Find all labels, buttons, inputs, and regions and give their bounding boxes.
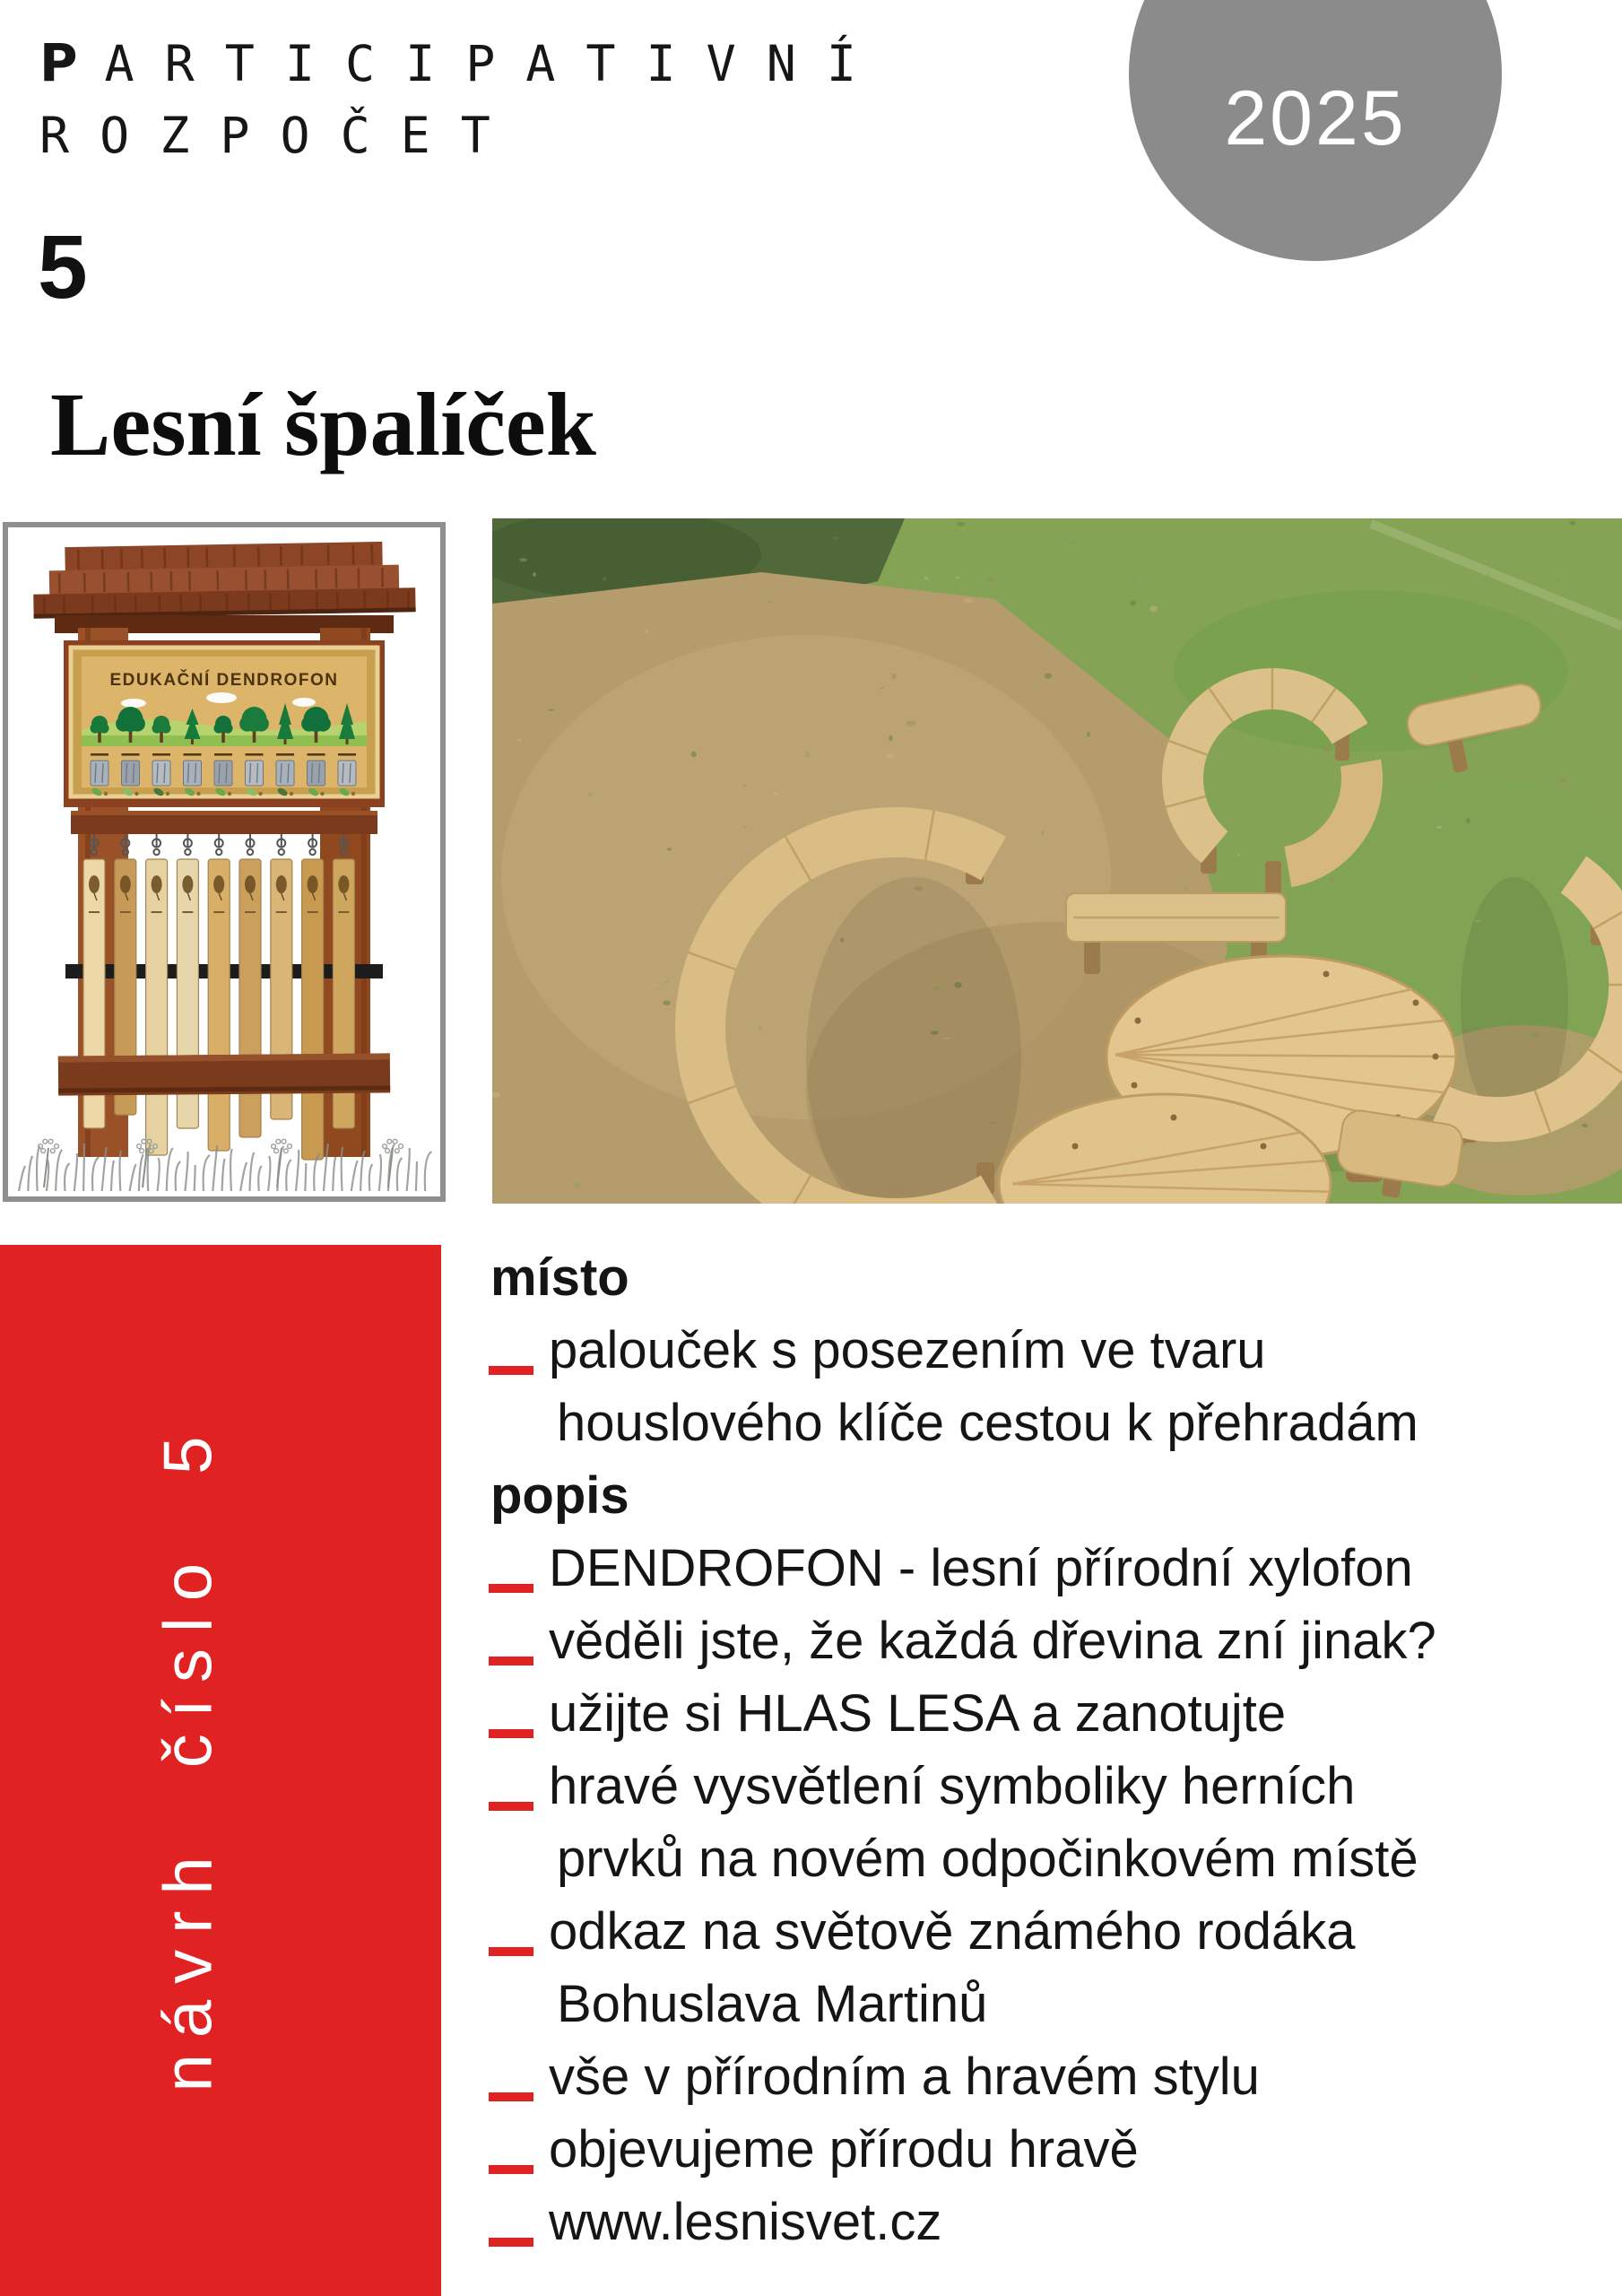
bullet-line — [489, 1677, 1609, 1750]
sign-rail — [71, 811, 377, 834]
panel-bark-samples — [91, 761, 356, 786]
panel-tree-labels — [91, 753, 356, 756]
continuation-line — [489, 1968, 1609, 2040]
website-link[interactable]: www.lesnisvet.cz — [549, 2193, 942, 2251]
line-text: DENDROFON - lesní přírodní xylofon — [549, 1539, 1413, 1597]
line-text: houslového klíče cestou k přehradám — [557, 1394, 1418, 1452]
year-text: 2025 — [1224, 75, 1407, 161]
line-text: místo — [490, 1248, 629, 1307]
sign-illustration-figure — [3, 522, 446, 1202]
line-text: hravé vysvětlení symboliky herních — [549, 1757, 1356, 1815]
bullet-dash-icon — [489, 2165, 533, 2174]
line-text: užijte si HLAS LESA a zanotujte — [549, 1684, 1287, 1743]
bullet-dash-icon — [489, 1584, 533, 1593]
meadow-benches-photo — [492, 518, 1622, 1204]
brand-line-1 — [39, 27, 887, 100]
bullet-dash-icon — [489, 1366, 533, 1375]
brand-line1-rest: ARTICIPATIVNÍ — [104, 35, 887, 92]
line-text: objevujeme přírodu hravě — [549, 2120, 1139, 2179]
proposal-vertical-label: návrh číslo 5 — [150, 1420, 227, 2092]
page-title: Lesní špalíček — [50, 374, 596, 474]
line-text: vše v přírodním a hravém stylu — [549, 2048, 1260, 2106]
section-heading — [489, 1241, 1609, 1314]
bullet-dash-icon — [489, 2092, 533, 2101]
bullet-line — [489, 1605, 1609, 1677]
brand-initial: P — [39, 32, 105, 93]
bullet-dash-icon — [489, 2238, 533, 2247]
sign-crossbar — [58, 1053, 390, 1095]
line-text: popis — [490, 1466, 629, 1525]
brand-line-2: ROZPOČET — [39, 107, 521, 164]
hanging-wooden-slats — [83, 834, 354, 1160]
bullet-line — [489, 1532, 1609, 1605]
content-list — [489, 1241, 1609, 2258]
bullet-line — [489, 1314, 1609, 1387]
sign-panel-title: EDUKAČNÍ DENDROFON — [109, 671, 339, 690]
bullet-line — [489, 2113, 1609, 2186]
proposal-number: 5 — [38, 217, 88, 317]
bullet-dash-icon — [489, 1947, 533, 1956]
line-text: Bohuslava Martinů — [557, 1975, 988, 2033]
red-sidebar — [0, 1245, 441, 2296]
continuation-line — [489, 1822, 1609, 1895]
bullet-line — [489, 2040, 1609, 2113]
continuation-line — [489, 1387, 1609, 1459]
line-text: palouček s posezením ve tvaru — [549, 1321, 1266, 1379]
line-text: odkaz na světově známého rodáka — [549, 1902, 1356, 1961]
bullet-dash-icon — [489, 1657, 533, 1665]
bullet-line — [489, 1750, 1609, 1822]
line-text: prvků na novém odpočinkovém místě — [557, 1830, 1418, 1888]
bullet-line — [489, 2186, 1609, 2258]
dendrofon-sign-graphic — [8, 527, 440, 1196]
photo-seating-area — [492, 518, 1622, 1204]
brand-header — [39, 27, 887, 171]
bullet-dash-icon — [489, 1729, 533, 1738]
year-badge — [1129, 0, 1502, 261]
line-text: věděli jste, že každá dřevina zní jinak? — [549, 1612, 1436, 1670]
bullet-dash-icon — [489, 1802, 533, 1811]
sign-panel — [64, 640, 385, 807]
section-heading — [489, 1459, 1609, 1532]
sign-roof — [32, 541, 415, 618]
bullet-line — [489, 1895, 1609, 1968]
